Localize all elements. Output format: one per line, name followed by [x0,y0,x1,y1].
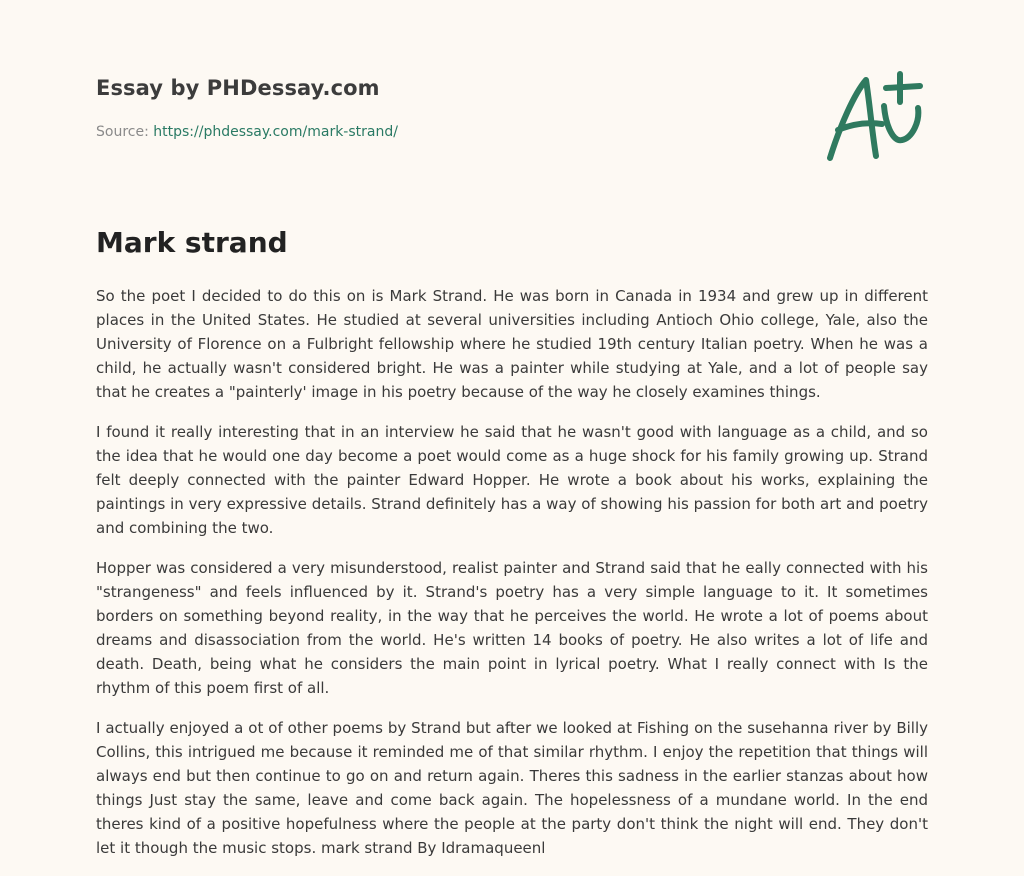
essay-paragraph: Hopper was considered a very misunderstood, realist painter and Strand said that he eally connected with his "strangeness" and feels influenced by it. Strand's poetry has a very simple language to it. It sometimes borders on something beyond reality, in the way that he perceives the world. He wrote a lot of poems about dreams and disassociation from the world. He's written 14 books of poetry. He also writes a lot of life and death. Death, being what he considers the main point in lyrical poetry. What I really connect with Is the rhythm of this poem first of all. [96,559,928,697]
source-label: Source: [96,124,154,140]
a-plus-grade-icon [820,66,930,166]
source-link[interactable]: https://phdessay.com/mark-strand/ [153,124,398,140]
essay-body [96,284,928,876]
essay-paragraph: I actually enjoyed a ot of other poems by Strand but after we looked at Fishing on the susehanna river by Billy Collins, this intrigued me because it reminded me of that similar rhythm. I enjoy the repetition that things will always end but then continue to go on and return again. Theres this sadness in the earlier stanzas about how things Just stay the same, leave and come back again. The hopelessness of a mundane world. In the end theres kind of a positive hopefulness where the people at the party don't think the night will end. They don't let it though the music stops. mark strand By Idramaqueenl [96,719,928,857]
site-title: Essay by PHDessay.com [96,76,380,100]
source-line [96,124,398,140]
essay-paragraph: I found it really interesting that in an interview he said that he wasn't good with language as a child, and so the idea that he would one day become a poet would come as a huge shock for his family growing up. Strand felt deeply connected with the painter Edward Hopper. He wrote a book about his works, explaining the paintings in very expressive details. Strand definitely has a way of showing his passion for both art and poetry and combining the two. [96,423,928,537]
essay-title: Mark strand [96,226,288,259]
essay-paragraph: So the poet I decided to do this on is Mark Strand. He was born in Canada in 1934 and grew up in different places in the United States. He studied at several universities including Antioch Ohio college, Yale, also the University of Florence on a Fulbright fellowship where he studied 19th century Italian poetry. When he was a child, he actually wasn't considered bright. He was a painter while studying at Yale, and a lot of people say that he creates a "painterly' image in his poetry because of the way he closely examines things. [96,287,928,401]
